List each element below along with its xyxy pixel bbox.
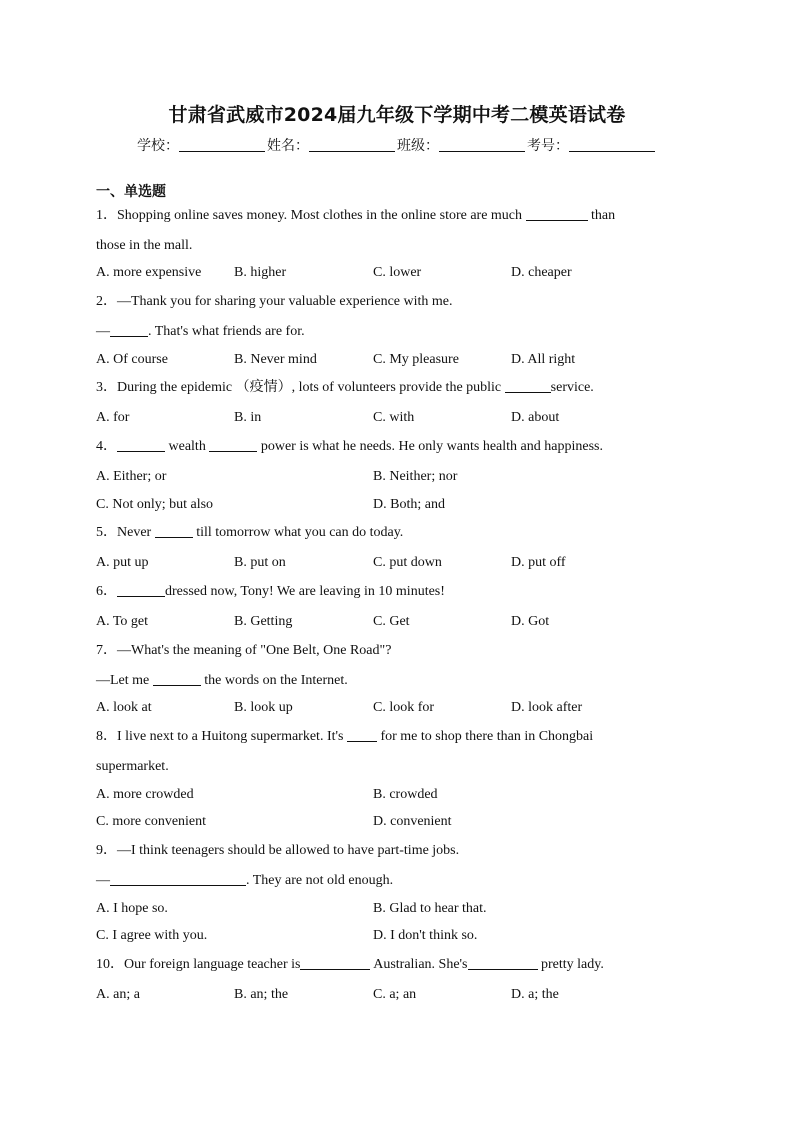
- question-8-line-1: [96, 728, 696, 746]
- student-info-line: [0, 135, 794, 155]
- school-blank[interactable]: [179, 138, 265, 152]
- question-3-line-1: [96, 379, 696, 397]
- exam-title: 甘肃省武威市2024届九年级下学期中考二模英语试卷: [168, 104, 626, 126]
- number-label: 考号：: [527, 138, 569, 154]
- question-3-text: 3．During the epidemic （疫情）, lots of volunteers provide the public: [96, 380, 502, 395]
- name-blank[interactable]: [309, 138, 395, 152]
- class-label: 班级：: [397, 138, 439, 154]
- name-label: 姓名：: [267, 138, 309, 154]
- question-5-line-1: [96, 524, 696, 542]
- answer-blank: [209, 438, 257, 452]
- question-9-dash: —: [96, 873, 110, 888]
- question-7-option-c[interactable]: C. look for: [373, 700, 435, 715]
- question-1-option-c[interactable]: C. lower: [373, 265, 422, 280]
- number-blank[interactable]: [569, 138, 655, 152]
- question-6-line-1: [96, 583, 696, 601]
- answer-blank: [300, 956, 370, 970]
- question-8-option-b[interactable]: B. crowded: [373, 787, 438, 802]
- answer-blank: [117, 438, 165, 452]
- question-3-option-d[interactable]: D. about: [511, 410, 560, 425]
- question-10-line-1: [96, 956, 696, 974]
- question-10-text-mid: Australian. She's: [373, 957, 468, 972]
- answer-blank: [505, 379, 551, 393]
- question-2-dash: —: [96, 324, 110, 339]
- question-5-text-end: till tomorrow what you can do today.: [196, 525, 404, 540]
- answer-blank: [110, 323, 148, 337]
- question-2-option-d[interactable]: D. All right: [511, 352, 576, 367]
- answer-blank: [468, 956, 538, 970]
- question-6-option-d[interactable]: D. Got: [511, 614, 550, 629]
- question-2-option-c[interactable]: C. My pleasure: [373, 352, 459, 367]
- question-3-option-a[interactable]: A. for: [96, 410, 130, 425]
- question-1-line-2: those in the mall.: [96, 238, 193, 253]
- question-4-option-a[interactable]: A. Either; or: [96, 469, 167, 484]
- question-5-option-c[interactable]: C. put down: [373, 555, 442, 570]
- question-2-text: . That's what friends are for.: [148, 324, 305, 339]
- question-2-option-b[interactable]: B. Never mind: [234, 352, 317, 367]
- question-3-text-end: service.: [550, 380, 594, 395]
- answer-blank: [526, 207, 588, 221]
- question-8-option-c[interactable]: C. more convenient: [96, 814, 207, 829]
- question-2-line-2: [96, 323, 696, 341]
- question-2-line-1: 2．—Thank you for sharing your valuable experience with me.: [96, 294, 453, 309]
- question-6-text: dressed now, Tony! We are leaving in 10 minutes!: [165, 584, 445, 599]
- question-6-number: 6．: [96, 584, 117, 599]
- question-8-text: 8．I live next to a Huitong supermarket. It's: [96, 729, 344, 744]
- answer-blank: [110, 872, 246, 886]
- question-5-text: 5．Never: [96, 525, 152, 540]
- question-1-text: 1．Shopping online saves money. Most clothes in the online store are much: [96, 208, 523, 223]
- question-4-text: wealth: [168, 439, 206, 454]
- question-6-option-a[interactable]: A. To get: [96, 614, 149, 629]
- question-9-option-c[interactable]: C. I agree with you.: [96, 928, 208, 943]
- class-blank[interactable]: [439, 138, 525, 152]
- question-1-text-end: than: [591, 208, 616, 223]
- question-2-option-a[interactable]: A. Of course: [96, 352, 168, 367]
- question-1-line-1: [96, 207, 696, 225]
- question-1-option-d[interactable]: D. cheaper: [511, 265, 572, 280]
- question-10-text-end: pretty lady.: [541, 957, 604, 972]
- question-7-text-end: the words on the Internet.: [204, 673, 348, 688]
- question-3-option-b[interactable]: B. in: [234, 410, 262, 425]
- question-10-option-c[interactable]: C. a; an: [373, 987, 417, 1002]
- question-5-option-b[interactable]: B. put on: [234, 555, 286, 570]
- question-7-line-1: 7．—What's the meaning of "One Belt, One Road"?: [96, 643, 392, 658]
- answer-blank: [117, 583, 165, 597]
- question-8-option-d[interactable]: D. convenient: [373, 814, 452, 829]
- question-9-line-1: 9．—I think teenagers should be allowed to have part-time jobs.: [96, 843, 460, 858]
- question-3-option-c[interactable]: C. with: [373, 410, 415, 425]
- question-4-option-c[interactable]: C. Not only; but also: [96, 497, 214, 512]
- question-9-text: . They are not old enough.: [246, 873, 394, 888]
- question-7-line-2: [96, 672, 696, 690]
- question-1-option-b[interactable]: B. higher: [234, 265, 287, 280]
- school-label: 学校：: [137, 138, 179, 154]
- question-8-text-end: for me to shop there than in Chongbai: [380, 729, 594, 744]
- question-4-option-d[interactable]: D. Both; and: [373, 497, 445, 512]
- question-4-line-1: [96, 438, 696, 456]
- question-9-option-d[interactable]: D. I don't think so.: [373, 928, 478, 943]
- question-7-option-b[interactable]: B. look up: [234, 700, 293, 715]
- question-6-option-b[interactable]: B. Getting: [234, 614, 293, 629]
- question-7-option-a[interactable]: A. look at: [96, 700, 152, 715]
- question-7-option-d[interactable]: D. look after: [511, 700, 583, 715]
- question-10-option-d[interactable]: D. a; the: [511, 987, 559, 1002]
- question-9-option-b[interactable]: B. Glad to hear that.: [373, 901, 487, 916]
- question-5-option-d[interactable]: D. put off: [511, 555, 566, 570]
- question-10-option-a[interactable]: A. an; a: [96, 987, 140, 1002]
- question-10-option-b[interactable]: B. an; the: [234, 987, 289, 1002]
- question-8-option-a[interactable]: A. more crowded: [96, 787, 194, 802]
- question-5-option-a[interactable]: A. put up: [96, 555, 149, 570]
- question-6-option-c[interactable]: C. Get: [373, 614, 410, 629]
- question-1-option-a[interactable]: A. more expensive: [96, 265, 202, 280]
- answer-blank: [347, 728, 377, 742]
- question-4-number: 4．: [96, 439, 117, 454]
- question-9-option-a[interactable]: A. I hope so.: [96, 901, 168, 916]
- question-4-text-end: power is what he needs. He only wants health and happiness.: [260, 439, 603, 454]
- question-10-text: 10．Our foreign language teacher is: [96, 957, 301, 972]
- question-9-line-2: [96, 872, 696, 890]
- answer-blank: [155, 524, 193, 538]
- answer-blank: [153, 672, 201, 686]
- section-heading: 一、单选题: [96, 184, 166, 200]
- question-8-line-2: supermarket.: [96, 759, 169, 774]
- question-4-option-b[interactable]: B. Neither; nor: [373, 469, 458, 484]
- question-7-text: —Let me: [96, 673, 150, 688]
